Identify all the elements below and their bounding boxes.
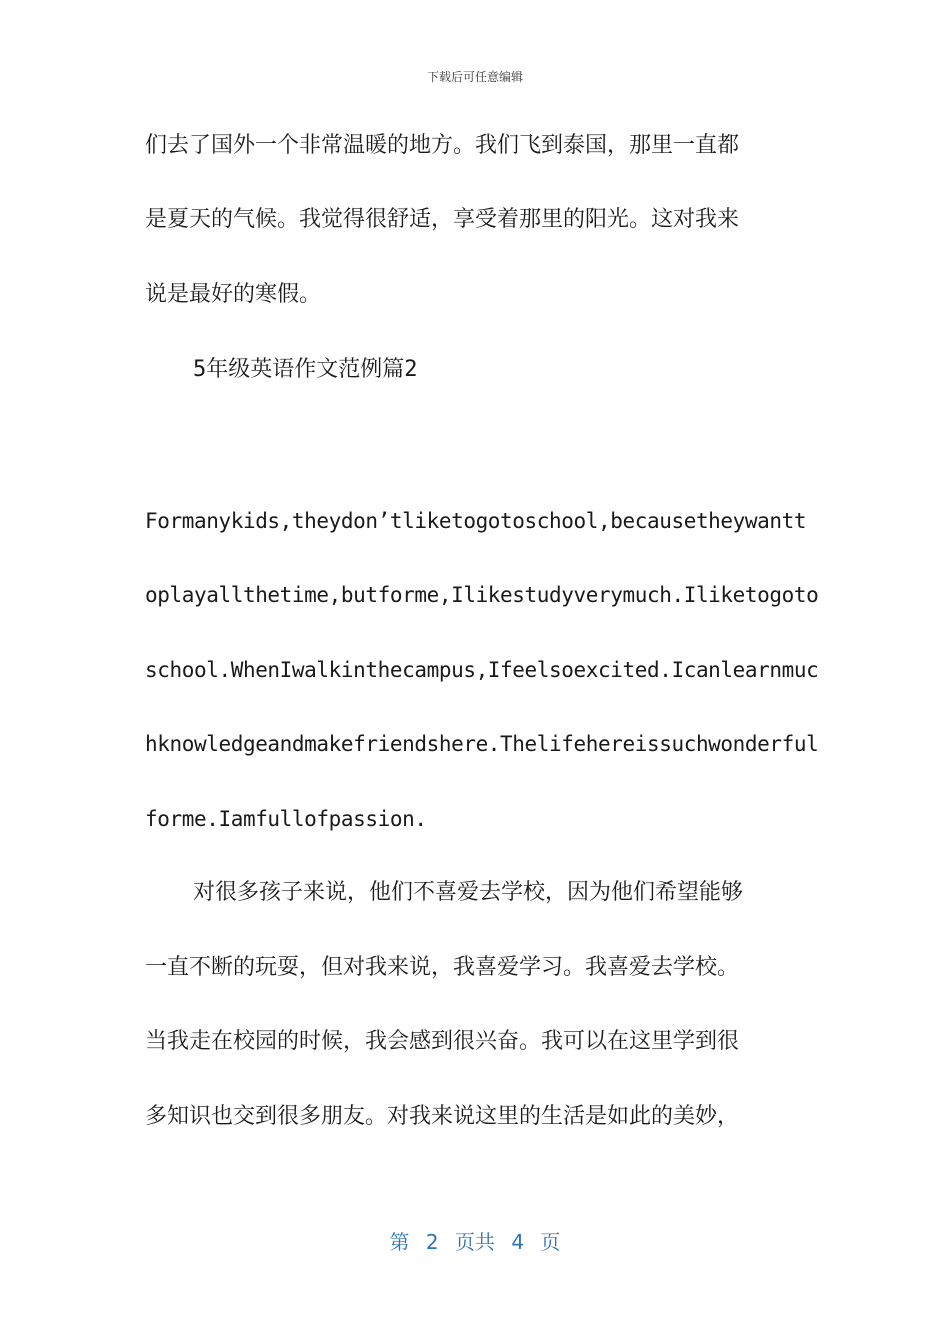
page-footer: 第 2 页共 4 页: [389, 1230, 561, 1254]
header-note: 下载后可任意编辑: [426, 70, 523, 84]
chinese-line-2: 一直不断的玩耍，但对我来说，我喜爱学习。我喜爱去学校。: [145, 955, 740, 980]
paragraph-line-2: 是夏天的气候。我觉得很舒适，享受着那里的阳光。这对我来: [145, 207, 740, 232]
chinese-line-3: 当我走在校园的时候，我会感到很兴奋。我可以在这里学到很: [145, 1029, 740, 1054]
paragraph-line-3: 说是最好的寒假。: [145, 282, 322, 307]
chinese-line-4: 多知识也交到很多朋友。对我来说这里的生活是如此的美妙，: [145, 1104, 740, 1129]
english-line-2: oplayallthetime,butforme,Ilikestudyverymuch.Iliketogoto: [145, 583, 819, 607]
english-line-1: Formanykids,theydon’tliketogotoschool,becausetheywantt: [145, 509, 807, 533]
english-line-4: hknowledgeandmakefriendshere.Thelifehereissuchwonderful: [145, 732, 819, 756]
paragraph-line-1: 们去了国外一个非常温暖的地方。我们飞到泰国，那里一直都: [145, 133, 740, 158]
section-title: 5年级英语作文范例篇2: [193, 357, 418, 382]
chinese-line-1: 对很多孩子来说，他们不喜爱去学校，因为他们希望能够: [193, 880, 744, 905]
english-line-3: school.WhenIwalkinthecampus,Ifeelsoexcited.Icanlearnmuc: [145, 658, 819, 682]
english-line-5: forme.Iamfullofpassion.: [145, 807, 427, 831]
